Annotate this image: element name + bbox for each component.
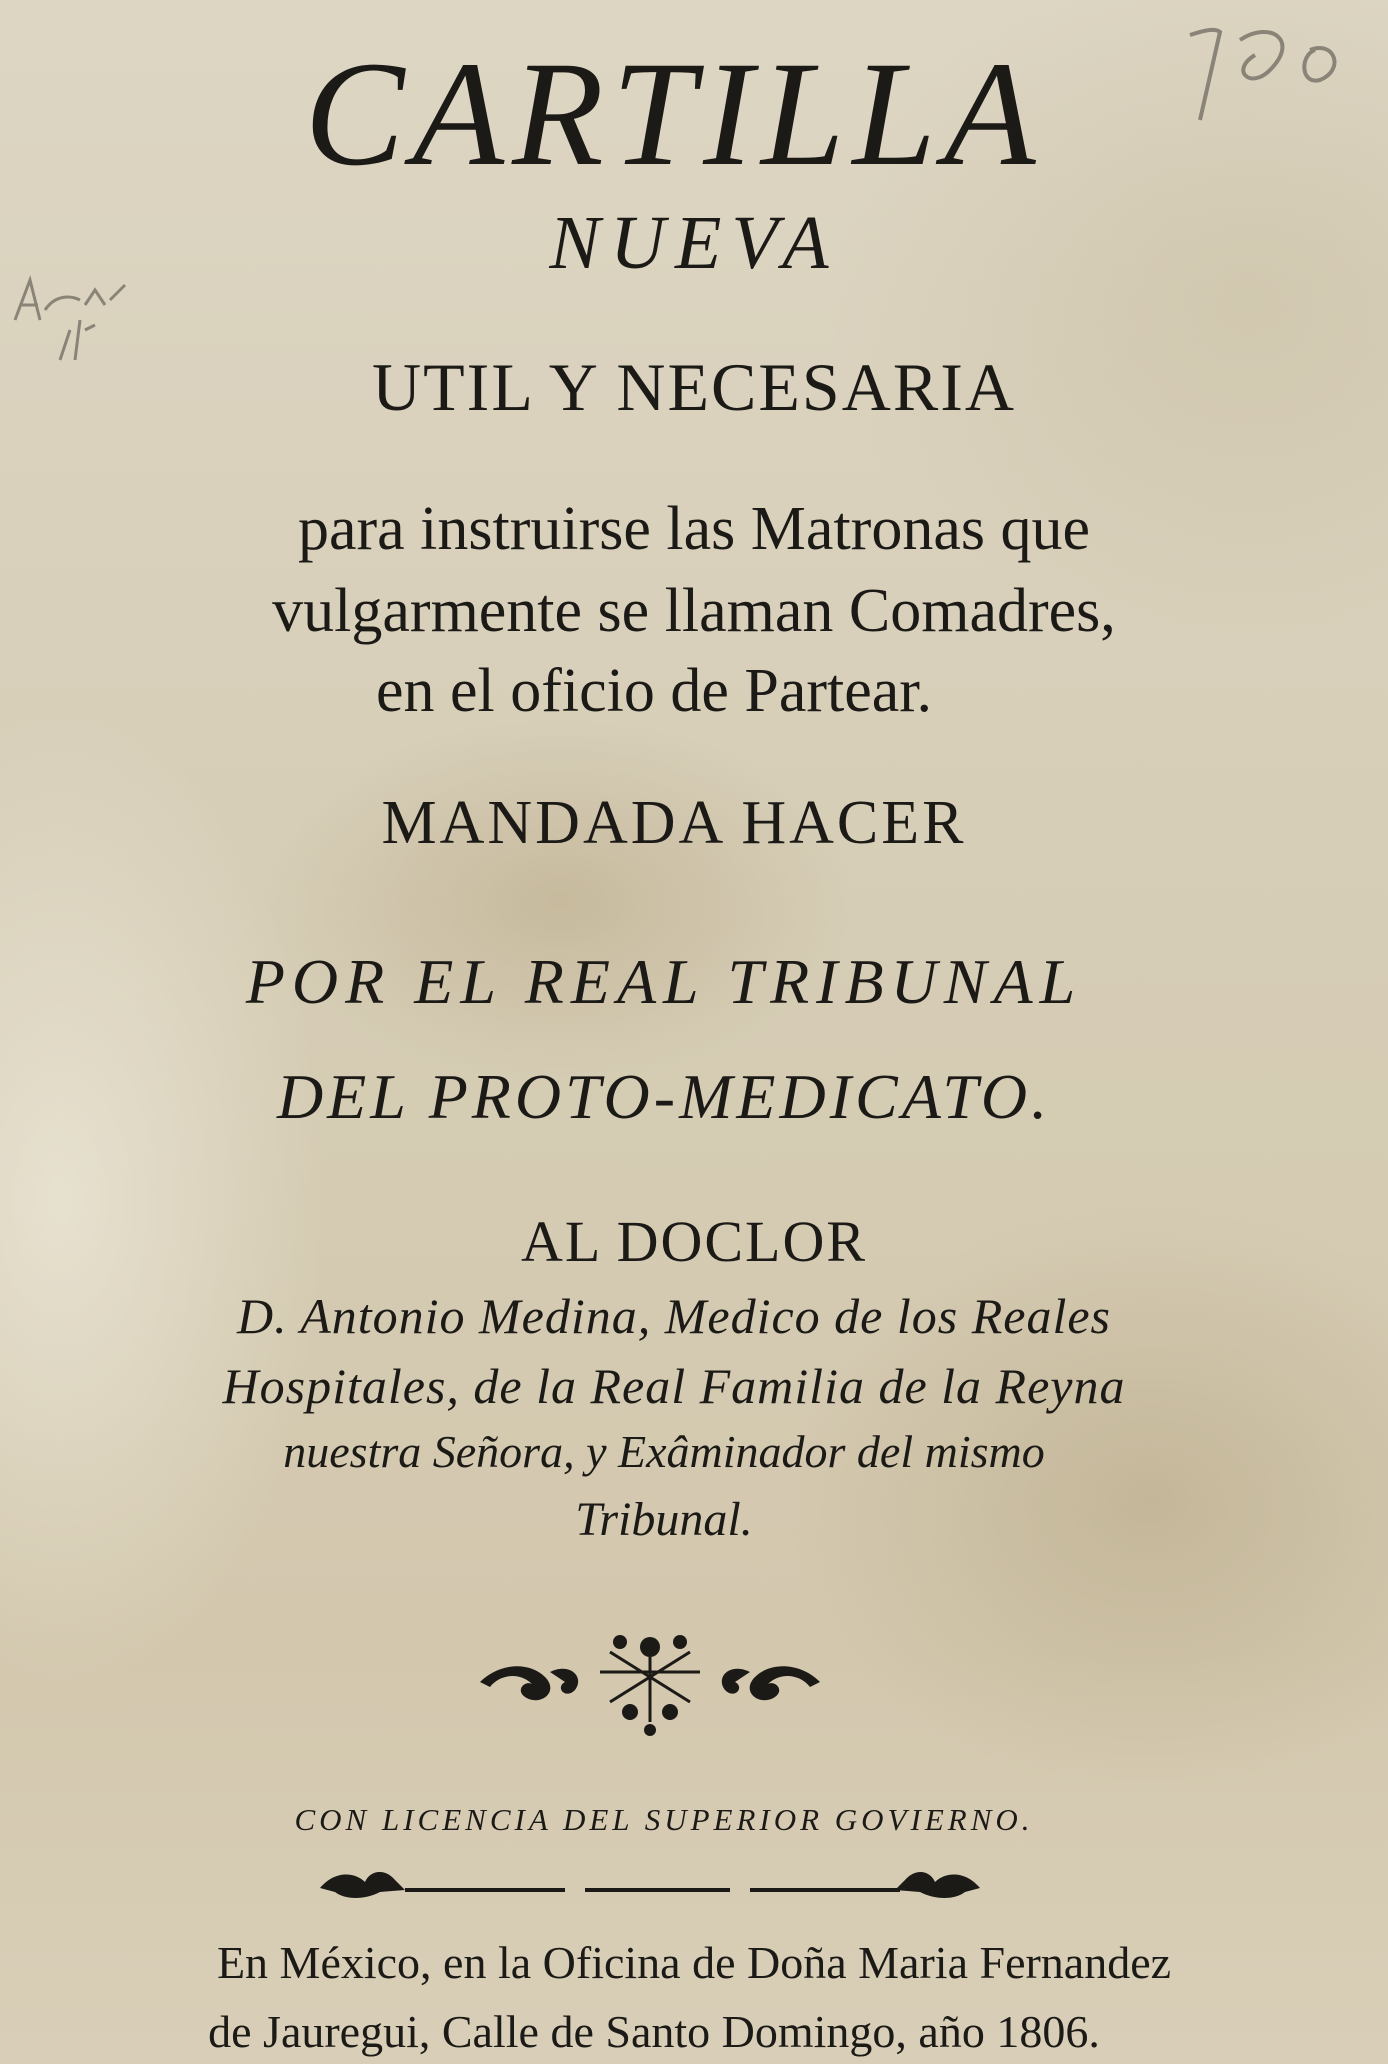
decorative-rule bbox=[310, 1860, 990, 1900]
author-line-3: nuestra Señora, y Exâminador del mismo bbox=[283, 1426, 1045, 1477]
book-title: CARTILLA bbox=[304, 31, 1044, 197]
author-line-4: Tribunal. bbox=[575, 1493, 753, 1546]
floral-ornament bbox=[470, 1612, 830, 1742]
description-line-3: en el oficio de Partear. bbox=[375, 657, 933, 725]
description-line-2: vulgarmente se llaman Comadres, bbox=[272, 577, 1116, 645]
book-subtitle: NUEVA bbox=[549, 201, 839, 285]
tribunal-line-1: POR EL REAL TRIBUNAL bbox=[245, 946, 1083, 1017]
subtitle-util-y-necesaria: UTIL Y NECESARIA bbox=[372, 349, 1016, 425]
imprint-line-2: de Jauregui, Calle de Santo Domingo, año 1806. bbox=[208, 2006, 1100, 2057]
mandada-hacer: MANDADA HACER bbox=[381, 789, 967, 857]
author-line-1: D. Antonio Medina, Medico de los Reales bbox=[236, 1288, 1111, 1344]
author-heading: AL DOCLOR bbox=[520, 1209, 868, 1274]
description-line-1: para instruirse las Matronas que bbox=[298, 495, 1090, 563]
imprint-line-1: En México, en la Oficina de Doña Maria Fernandez bbox=[216, 1937, 1172, 1988]
tribunal-line-2: DEL PROTO-MEDICATO. bbox=[276, 1061, 1052, 1132]
license-line: CON LICENCIA DEL SUPERIOR GOVIERNO. bbox=[294, 1802, 1034, 1837]
author-line-2: Hospitales, de la Real Familia de la Reyna bbox=[222, 1358, 1126, 1414]
